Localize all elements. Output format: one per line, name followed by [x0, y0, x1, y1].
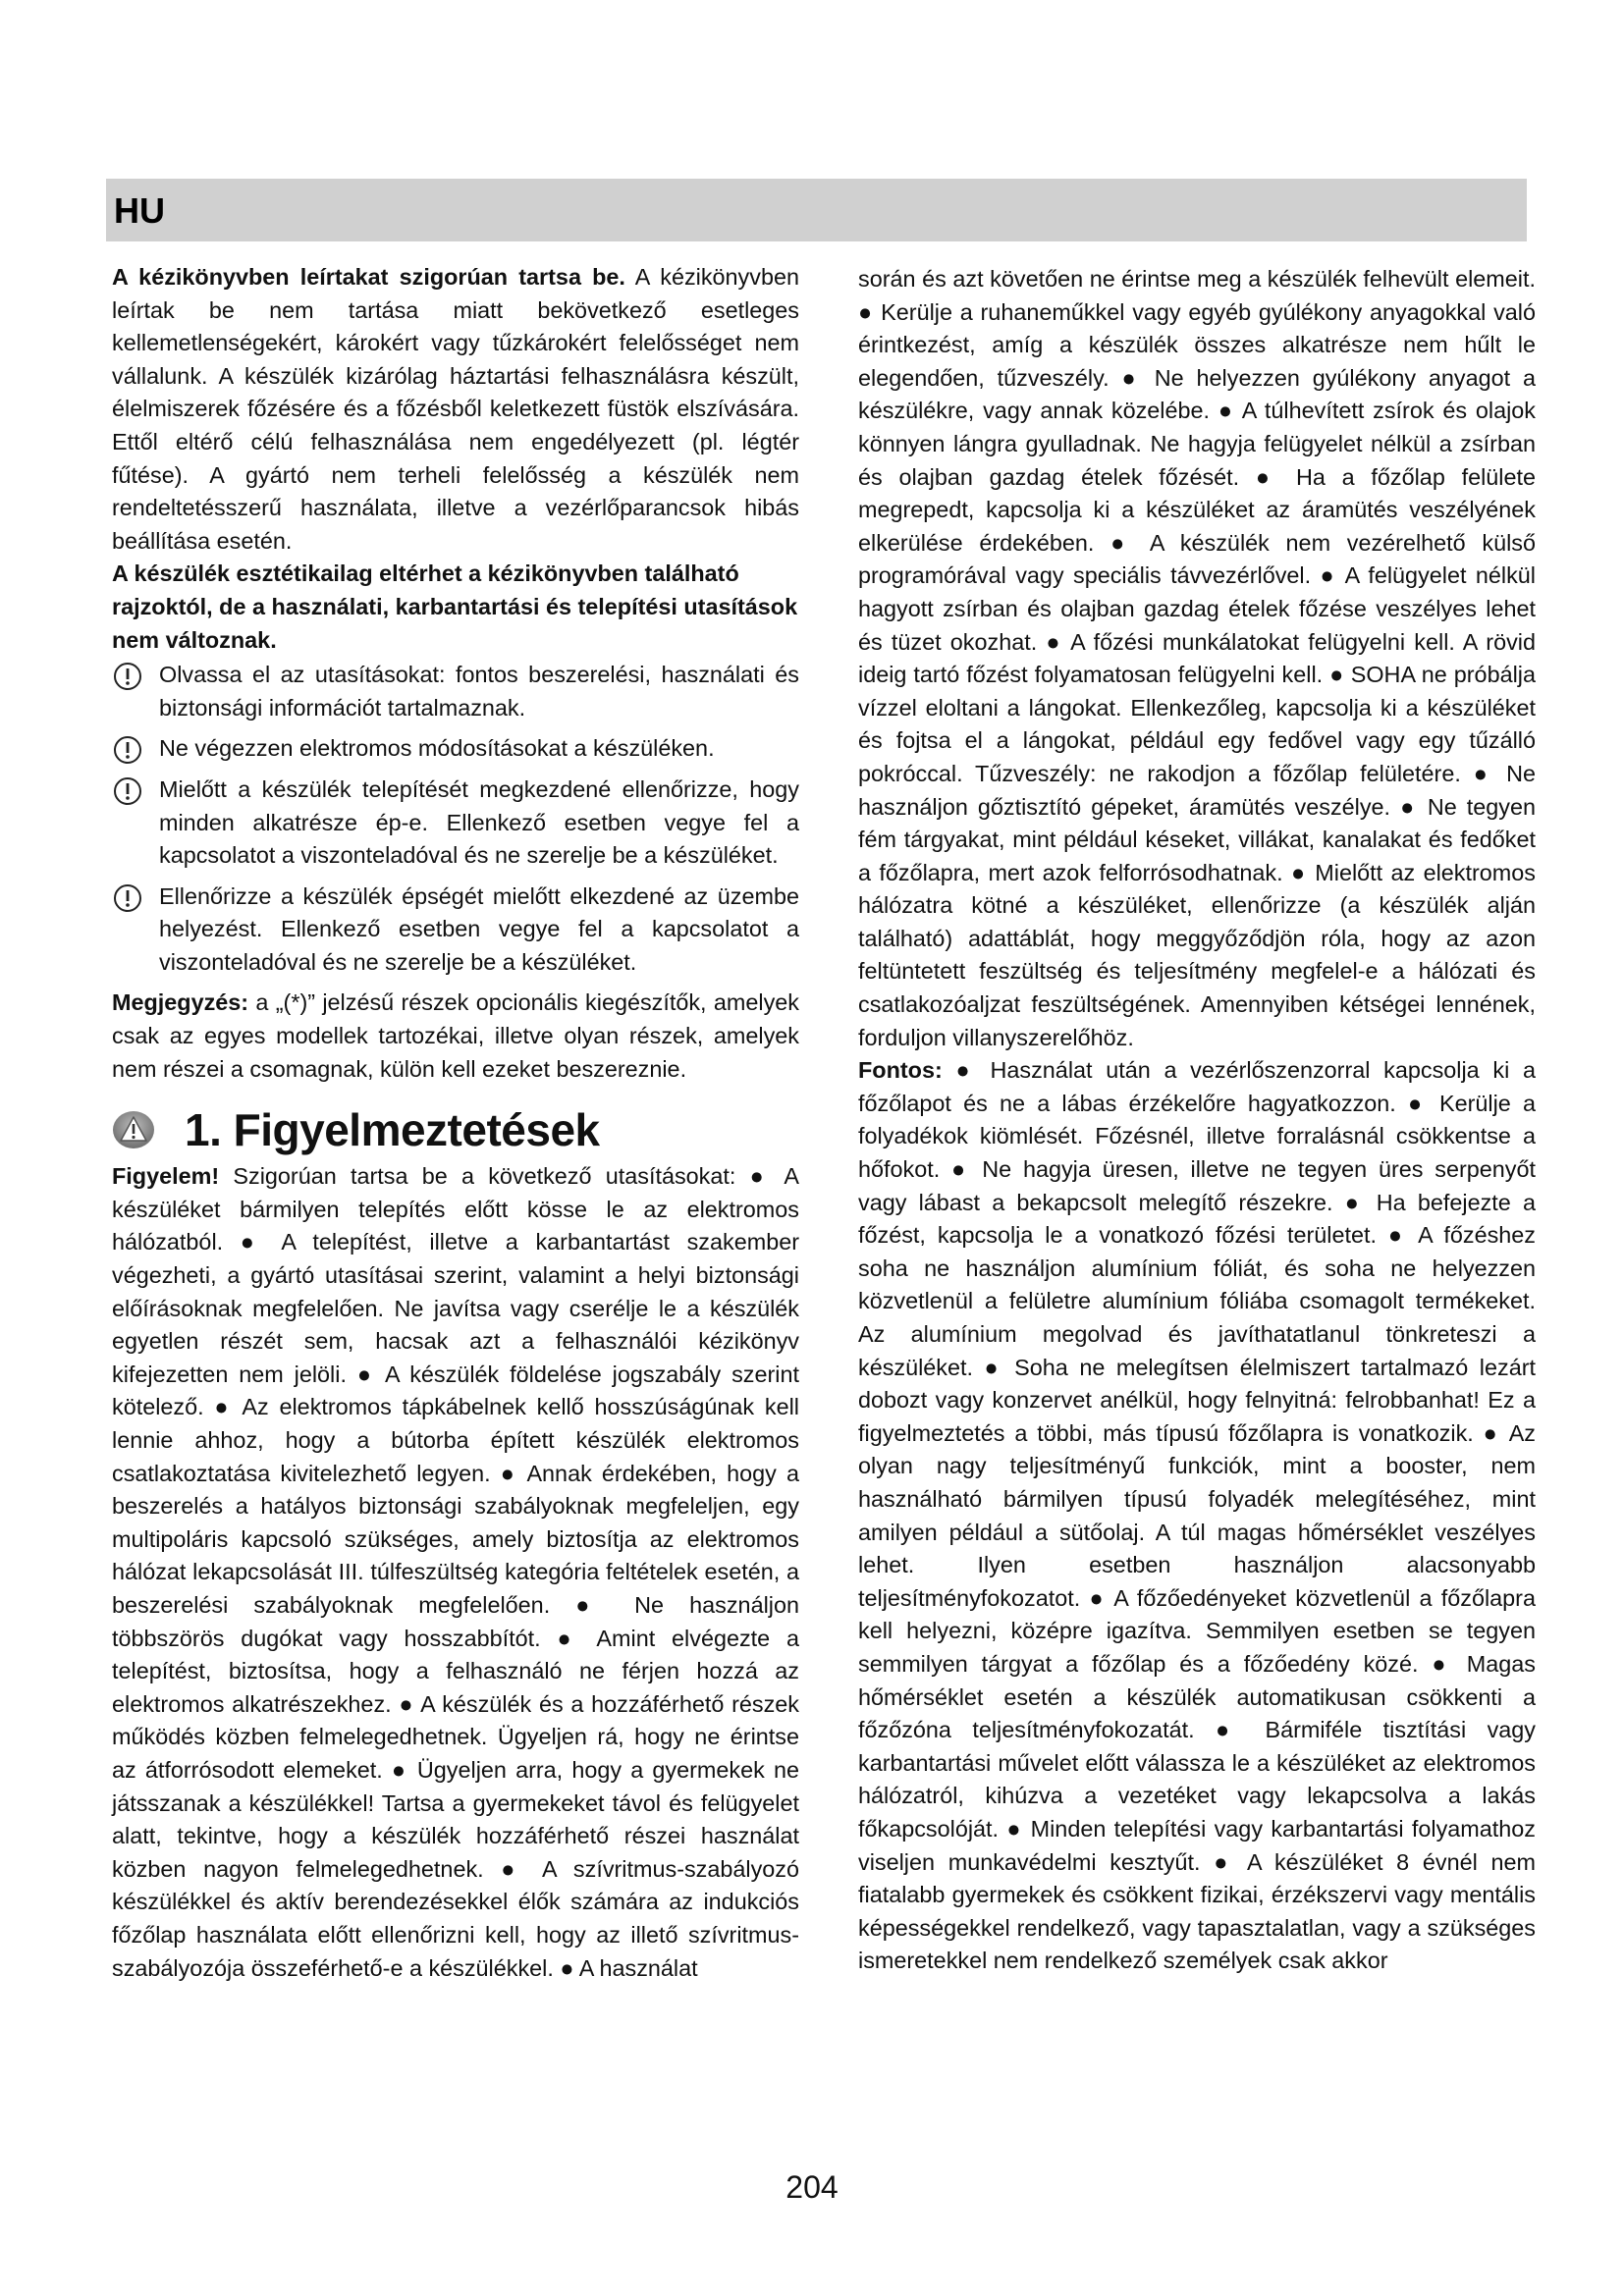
- page-number: 204: [785, 2169, 839, 2205]
- warning-item: [112, 732, 799, 766]
- warning-item: [112, 881, 799, 980]
- attention-paragraph: [112, 1160, 799, 1985]
- warning-triangle-icon: [112, 1110, 155, 1149]
- continued-paragraph: során és azt követően ne érintse meg a készülék felhevült elemeit. ● Kerülje a ruhaneműkkel vagy egyéb gyúlékony anyagokkal való érintkezést, amíg a készülék összes alkatrésze nem hűlt le elegendően, tűzveszély. ● Ne helyezzen gyúlékony anyagot a készülékre, vagy annak közelébe. ● A túlhevített zsírok és olajok könnyen lángra gyulladnak. Ne hagyja felügyelet nélkül a zsírban és olajban gazdag ételek főzését. ● Ha a főzőlap felülete megrepedt, kapcsolja ki a készüléket az áramütés veszélyének elkerülése érdekében. ● A készülék nem vezérelhető külső programórával vagy speciális távvezérlővel. ● A felügyelet nélkül hagyott zsírban és olajban gazdag ételek főzése veszélyes lehet és tüzet okozhat. ● A főzési munkálatokat felügyelni kell. A rövid ideig tartó főzést folyamatosan felügyelni kell. ● SOHA ne próbálja vízzel eloltani a lángokat. Ellenkezőleg, kapcsolja ki a készüléket és fojtsa el a lángokat, például egy fedővel vagy egy tűzálló pokróccal. Tűzveszély: ne rakodjon a főzőlap felületére. ● Ne használjon gőztisztító gépeket, áramütés veszélye. ● Ne tegyen fém tárgyakat, mint például késeket, villákat, kanalakat és fedőket a főzőlapra, mert azok felforrósodhatnak. ● Mielőtt az elektromos hálózatra kötné a készüléket, ellenőrizze (a készülék alján található) adattáblát, hogy meggyőződjön róla, hogy az azon feltüntetett feszültség és teljesítmény megfelel-e a hálózati és csatlakozóaljzat feszültségének. Amennyiben kétségei lennének, forduljon villanyszerelőhöz.: [858, 266, 1536, 1050]
- aesthetic-notice: A készülék esztétikailag eltérhet a kézikönyvben található rajzoktól, de a használati, karbantartási és telepítési utasítások nem változnak.: [112, 561, 798, 653]
- important-text: ● Használat után a vezérlőszenzorral kapcsolja ki a főzőlapot és ne a lábas érzékelőre hagyatkozzon. ● Kerülje a folyadékok kiömlését. Főzésnél, illetve forralásnál csökkentse a hőfokot. ● Ne hagyja üresen, illetve ne tegyen üres serpenyőt vagy lábast a bekapcsolt melegítő részekre. ● Ha befejezte a főzést, kapcsolja le a vonatkozó főzési területet. ● A főzéshez soha ne használjon alumínium fóliát, és soha ne helyezzen közvetlenül a felületre alumínium fóliába csomagolt termékeket. Az alumínium megolvad és javíthatatlanul tönkreteszi a készüléket. ● Soha ne melegítsen élelmiszert tartalmazó lezárt dobozt vagy konzervet anélkül, hogy felnyitná: felrobbanhat! Ez a figyelmeztetés a többi, más típusú főzőlapra is vonatkozik. ● Az olyan nagy teljesítményű funkciók, mint a booster, nem használható bármilyen típusú folyadék melegítéséhez, mint amilyen például a sütőolaj. A túl magas hőmérséklet veszélyes lehet. Ilyen esetben használjon alacsonyabb teljesítményfokozatot. ● A főzőedényeket közvetlenül a főzőlapra kell helyezni, középre igazítva. Semmilyen esetben se tegyen semmilyen tárgyat a főzőlap és a főzőedény közé. ● Magas hőmérséklet esetén a készülék automatikusan csökkenti a főzőzóna teljesítményfokozatát. ● Bármiféle tisztítási vagy karbantartási művelet előtt válassza le a készüléket az elektromos hálózatról, kihúzva a vezetéket vagy lekapcsolva a lakás főkapcsolóját. ● Minden telepítési vagy karbantartási folyamathoz viseljen munkavédelmi kesztyűt. ● A készüléket 8 évnél nem fiatalabb gyermekek és csökkent fizikai, érzékszervi vagy mentális képességekkel rendelkező, vagy tapasztalatlan, vagy a szükséges ismeretekkel nem rendelkező személyek csak akkor: [858, 1057, 1537, 1974]
- section-title: 1. Figyelmeztetések: [185, 1104, 600, 1156]
- warning-text: Ne végezzen elektromos módosításokat a készüléken.: [159, 735, 715, 762]
- note-text: a „(*)” jelzésű részek opcionális kiegészítők, amelyek csak az egyes modellek tartozékai, illetve olyan részek, amelyek nem részei a csomagnak, külön kell ezeket beszereznie.: [112, 989, 799, 1082]
- exclamation-circle-icon: [112, 775, 143, 807]
- exclamation-circle-icon: [112, 734, 143, 766]
- important-label: Fontos:: [858, 1057, 943, 1084]
- warning-item: [112, 659, 799, 724]
- right-column: [858, 263, 1536, 1978]
- exclamation-circle-icon: [112, 661, 143, 692]
- section-heading: [112, 1103, 799, 1156]
- exclamation-circle-icon: [112, 882, 143, 914]
- intro-bold: A kézikönyvben leírtakat szigorúan tartsa be.: [112, 264, 625, 290]
- warning-text: Ellenőrizze a készülék épségét mielőtt elkezdené az üzembe helyezést. Ellenkező esetben vegye fel a kapcsolatot a viszonteladóval és ne szerelje be a készüléket.: [159, 882, 799, 975]
- attention-text: Szigorúan tartsa be a következő utasításokat: ● A készüléket bármilyen telepítés előtt kösse le az elektromos hálózatból. ● A telepítést, illetve a karbantartást szakember végezheti, a gyártó utasításai szerint, valamint a helyi biztonsági előírásoknak megfelelően. Ne javítsa vagy cserélje le a készülék egyetlen részét sem, hacsak azt a felhasználói kézikönyv kifejezetten nem jelöli. ● A készülék földelése jogszabály szerint kötelező. ● Az elektromos tápkábelnek kellő hosszúságúnak kell lennie ahhoz, hogy a bútorba épített készülék elektromos csatlakoztatása kivitelezhető legyen. ● Annak érdekében, hogy a beszerelés a hatályos biztonsági szabályoknak megfeleljen, egy multipoláris kapcsoló szükséges, amely biztosítja az elektromos hálózat lekapcsolását III. túlfeszültség kategória feltételek esetén, a beszerelési szabályoknak megfelelően. ● Ne használjon többszörös dugókat vagy hosszabbítót. ● Amint elvégezte a telepítést, biztosítsa, hogy a felhasználó ne férjen hozzá az elektromos alkatrészekhez. ● A készülék és a hozzáférhető részek működés közben felmelegedhetnek. Ügyeljen rá, hogy ne érintse az átforrósodott elemeket. ● Ügyeljen arra, hogy a gyermekek ne játsszanak a készülékkel! Tartsa a gyermekeket távol és felügyelet alatt, tekintve, hogy a készülék hozzáférhető részei használat közben nagyon felmelegedhetnek. ● A szívritmus-szabályozó készülékkel és aktív berendezésekkel élők számára az indukciós főzőlap használata előtt ellenőrizni kell, hogy az illető szívritmus-szabályozója összeférhető-e a készülékkel. ● A használat: [112, 1163, 799, 1981]
- warning-text: Mielőtt a készülék telepítését megkezdené ellenőrizze, hogy minden alkatrésze ép-e. Ellenkező esetben vegye fel a kapcsolatot a viszonteladóval és ne szerelje be a készüléket.: [159, 775, 799, 869]
- language-code: HU: [114, 190, 165, 231]
- important-paragraph: [858, 1054, 1536, 1978]
- note-label: Megjegyzés:: [112, 989, 249, 1016]
- language-header-bar: [106, 179, 1527, 241]
- note-paragraph: [112, 987, 799, 1086]
- warning-item: [112, 774, 799, 873]
- warning-text: Olvassa el az utasításokat: fontos beszerelési, használati és biztonsági információt tartalmaznak.: [159, 662, 799, 721]
- left-column: [112, 261, 799, 1985]
- attention-label: Figyelem!: [112, 1163, 220, 1190]
- intro-paragraph: [112, 261, 799, 558]
- intro-text: A kézikönyvben leírtak be nem tartása miatt bekövetkező esetleges kellemetlenségekért, károkért vagy tűzkárokért felelősséget nem vállalunk. A készülék kizárólag háztartási felhasználásra készült, élelmiszerek főzésére és a főzésből keletkezett füstök elszívására. Ettől eltérő célú felhasználása nem engedélyezett (pl. légtér fűtése). A gyártó nem terheli felelősség a készülék nem rendeltetésszerű használata, illetve a vezérlőparancsok hibás beállítása esetén.: [112, 264, 799, 554]
